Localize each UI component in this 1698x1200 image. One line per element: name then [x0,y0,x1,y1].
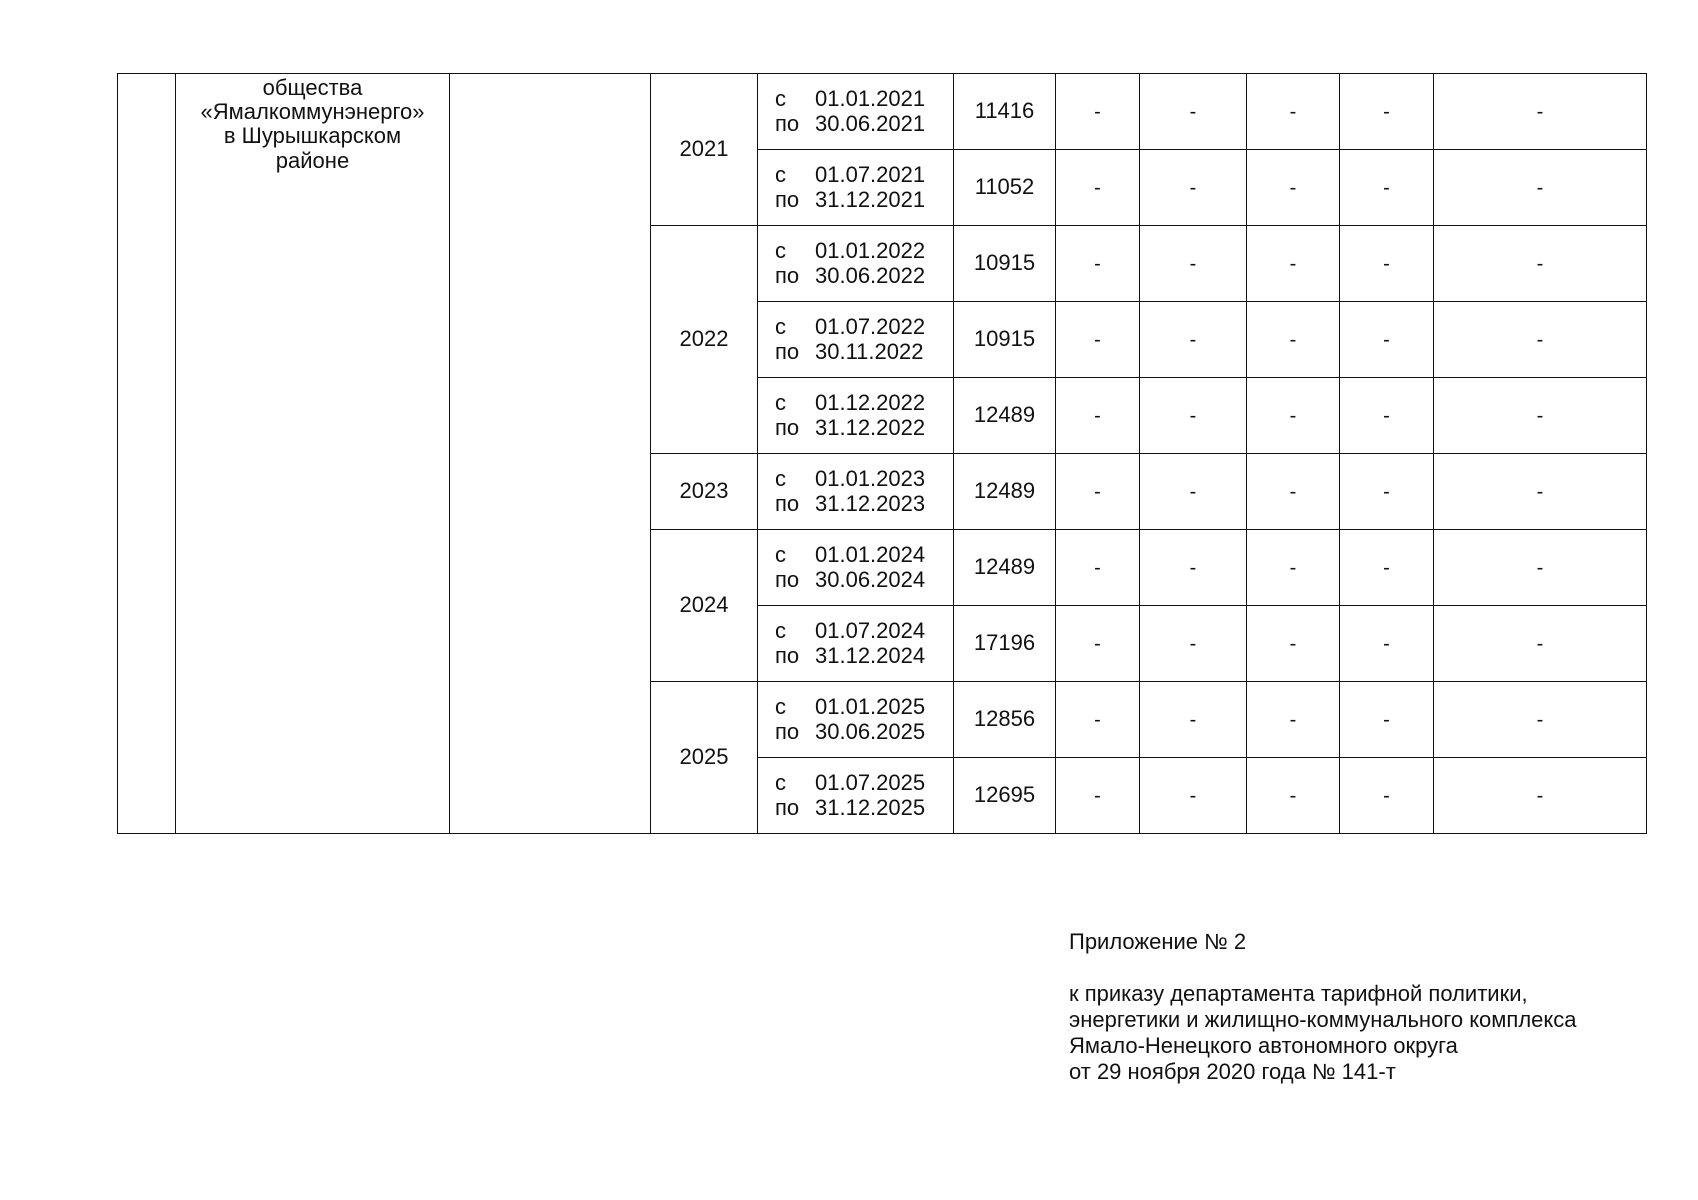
period-cell [758,226,954,302]
period-to-line [775,264,953,288]
empty-value-cell: - [1056,74,1140,150]
period-from-prefix: с [775,694,786,720]
appendix-block [1069,929,1577,1085]
period-from-date: 01.07.2025 [815,770,926,796]
period-from-line [775,543,953,567]
period-cell [758,150,954,226]
table-row [118,74,1647,150]
empty-value-cell: - [1434,150,1647,226]
empty-value-cell: - [1056,302,1140,378]
tariff-value-cell: 17196 [954,606,1056,682]
period-to-date: 30.11.2022 [815,338,924,364]
empty-value-cell: - [1434,378,1647,454]
period-cell [758,758,954,834]
empty-value-cell: - [1434,758,1647,834]
period-to-date: 31.12.2023 [815,490,926,516]
period-to-line [775,188,953,212]
empty-value-cell: - [1340,74,1434,150]
period-to-prefix: по [775,338,800,364]
period-from-line [775,87,953,111]
period-cell [758,74,954,150]
year-cell: 2025 [651,682,758,834]
period-to-date: 31.12.2022 [815,414,926,440]
empty-value-cell: - [1056,378,1140,454]
row-number-cell [118,74,176,834]
empty-value-cell: - [1434,682,1647,758]
empty-value-cell: - [1247,682,1340,758]
period-from-line [775,315,953,339]
tariff-value-cell: 12856 [954,682,1056,758]
period-to-prefix: по [775,566,800,592]
empty-value-cell: - [1340,226,1434,302]
period-to-date: 30.06.2022 [815,262,926,288]
empty-value-cell: - [1056,454,1140,530]
period-from-date: 01.01.2024 [815,542,926,568]
period-to-date: 31.12.2021 [815,186,926,212]
period-from-line [775,771,953,795]
period-cell [758,606,954,682]
empty-cell [450,74,651,834]
period-from-date: 01.12.2022 [815,390,926,416]
empty-value-cell: - [1247,758,1340,834]
period-from-line [775,163,953,187]
appendix-line: к приказу департамента тарифной политики, [1069,981,1528,1006]
period-to-line [775,644,953,668]
period-cell [758,454,954,530]
period-to-line [775,112,953,136]
period-to-prefix: по [775,414,800,440]
period-cell [758,682,954,758]
year-cell: 2024 [651,530,758,682]
period-to-prefix: по [775,718,800,744]
empty-value-cell: - [1434,302,1647,378]
year-cell: 2021 [651,74,758,226]
tariff-value-cell: 12489 [954,530,1056,606]
period-to-date: 31.12.2024 [815,642,926,668]
empty-value-cell: - [1434,226,1647,302]
empty-value-cell: - [1140,454,1247,530]
empty-value-cell: - [1434,74,1647,150]
empty-value-cell: - [1434,454,1647,530]
period-from-date: 01.01.2023 [815,466,926,492]
period-from-prefix: с [775,770,786,796]
period-from-date: 01.01.2021 [815,86,926,112]
empty-value-cell: - [1340,378,1434,454]
period-to-prefix: по [775,490,800,516]
empty-value-cell: - [1340,454,1434,530]
tariff-table-body [118,74,1647,834]
period-cell [758,302,954,378]
empty-value-cell: - [1140,758,1247,834]
period-from-prefix: с [775,542,786,568]
period-from-prefix: с [775,390,786,416]
empty-value-cell: - [1056,530,1140,606]
period-to-prefix: по [775,186,800,212]
period-from-prefix: с [775,314,786,340]
period-to-prefix: по [775,262,800,288]
period-to-date: 30.06.2024 [815,566,926,592]
empty-value-cell: - [1247,74,1340,150]
empty-value-cell: - [1340,150,1434,226]
appendix-line: от 29 ноября 2020 года № 141-т [1069,1059,1396,1084]
organization-cell [176,74,450,834]
period-to-prefix: по [775,642,800,668]
organization-name-line: общества [262,75,363,100]
empty-value-cell: - [1247,530,1340,606]
period-to-line [775,796,953,820]
empty-value-cell: - [1140,606,1247,682]
empty-value-cell: - [1434,606,1647,682]
tariff-value-cell: 11052 [954,150,1056,226]
empty-value-cell: - [1140,74,1247,150]
period-to-date: 30.06.2021 [815,110,926,136]
empty-value-cell: - [1140,530,1247,606]
tariff-value-cell: 10915 [954,226,1056,302]
period-from-prefix: с [775,86,786,112]
empty-value-cell: - [1340,758,1434,834]
period-to-date: 31.12.2025 [815,794,926,820]
period-from-line [775,619,953,643]
appendix-line: энергетики и жилищно-коммунального комплекса [1069,1007,1577,1032]
period-to-date: 30.06.2025 [815,718,926,744]
empty-value-cell: - [1140,378,1247,454]
period-from-date: 01.07.2021 [815,162,926,188]
tariff-value-cell: 12489 [954,454,1056,530]
empty-value-cell: - [1140,226,1247,302]
tariff-value-cell: 12695 [954,758,1056,834]
period-from-line [775,467,953,491]
tariff-value-cell: 11416 [954,74,1056,150]
organization-name-line: «Ямалкоммунэнерго» [200,99,425,125]
tariff-value-cell: 12489 [954,378,1056,454]
period-to-line [775,340,953,364]
empty-value-cell: - [1247,454,1340,530]
period-to-prefix: по [775,110,800,136]
period-from-prefix: с [775,162,786,188]
empty-value-cell: - [1056,758,1140,834]
empty-value-cell: - [1340,682,1434,758]
year-cell: 2022 [651,226,758,454]
period-from-line [775,239,953,263]
period-from-prefix: с [775,238,786,264]
empty-value-cell: - [1140,302,1247,378]
year-cell: 2023 [651,454,758,530]
period-from-date: 01.07.2024 [815,618,926,644]
period-from-date: 01.01.2022 [815,238,926,264]
period-cell [758,530,954,606]
appendix-line: Ямало-Ненецкого автономного округа [1069,1033,1458,1058]
empty-value-cell: - [1247,606,1340,682]
empty-value-cell: - [1140,150,1247,226]
period-to-line [775,568,953,592]
empty-value-cell: - [1056,150,1140,226]
period-from-date: 01.07.2022 [815,314,926,340]
tariff-value-cell: 10915 [954,302,1056,378]
empty-value-cell: - [1340,606,1434,682]
appendix-title: Приложение № 2 [1069,929,1247,954]
empty-value-cell: - [1340,530,1434,606]
empty-value-cell: - [1247,378,1340,454]
period-to-line [775,492,953,516]
empty-value-cell: - [1340,302,1434,378]
organization-name-line: в Шурышкарском [223,123,402,149]
empty-value-cell: - [1140,682,1247,758]
period-to-line [775,416,953,440]
empty-value-cell: - [1247,302,1340,378]
empty-value-cell: - [1056,606,1140,682]
tariff-table [117,73,1647,834]
empty-value-cell: - [1247,150,1340,226]
empty-value-cell: - [1056,226,1140,302]
period-from-line [775,695,953,719]
period-from-prefix: с [775,618,786,644]
period-to-prefix: по [775,794,800,820]
period-from-date: 01.01.2025 [815,694,926,720]
period-from-prefix: с [775,466,786,492]
empty-value-cell: - [1247,226,1340,302]
period-from-line [775,391,953,415]
period-to-line [775,720,953,744]
period-cell [758,378,954,454]
empty-value-cell: - [1434,530,1647,606]
empty-value-cell: - [1056,682,1140,758]
organization-name-line: районе [275,147,350,173]
